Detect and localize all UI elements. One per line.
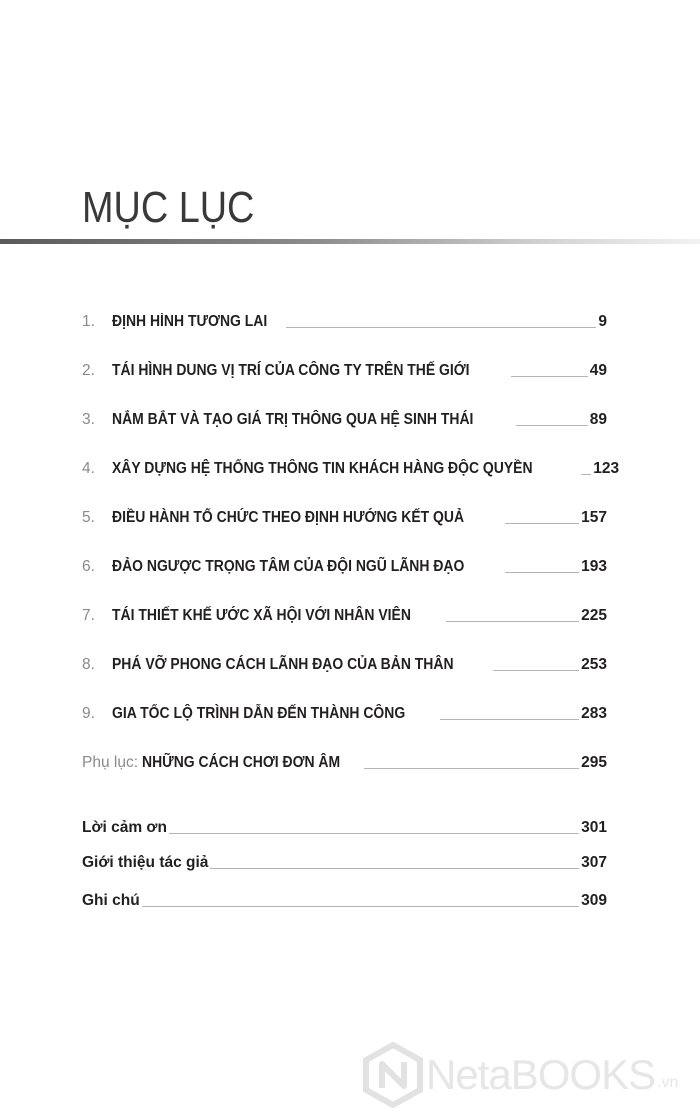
toc-title: NHỮNG CÁCH CHƠI ĐƠN ÂM bbox=[142, 754, 341, 771]
toc-entry-appendix[interactable] bbox=[82, 750, 607, 772]
title-rule bbox=[0, 239, 700, 244]
toc-page-number: 307 bbox=[581, 854, 607, 871]
toc-number: 8. bbox=[82, 656, 95, 673]
toc-title: XÂY DỰNG HỆ THỐNG THÔNG TIN KHÁCH HÀNG ĐỘC QUYỀN bbox=[112, 460, 533, 477]
toc-page-number: 49 bbox=[589, 362, 607, 379]
toc-number: 9. bbox=[82, 705, 95, 722]
toc-number: 1. bbox=[82, 313, 95, 330]
toc-page-number: 253 bbox=[581, 656, 607, 673]
page-title: MỤC LỤC bbox=[82, 183, 255, 232]
toc-number: 6. bbox=[82, 558, 95, 575]
toc-title: GIA TỐC LỘ TRÌNH DẪN ĐẾN THÀNH CÔNG bbox=[112, 705, 406, 722]
toc-entry-back-matter[interactable] bbox=[82, 850, 607, 872]
appendix-prefix: Phụ lục: bbox=[82, 754, 139, 771]
toc-title: PHÁ VỠ PHONG CÁCH LÃNH ĐẠO CỦA BẢN THÂN bbox=[112, 656, 454, 673]
toc-leader bbox=[364, 768, 579, 769]
toc-number: 2. bbox=[82, 362, 95, 379]
toc-title: Ghi chú bbox=[82, 892, 140, 909]
watermark-suffix: .vn bbox=[657, 1074, 679, 1091]
toc-page-number: 225 bbox=[581, 607, 607, 624]
toc-leader bbox=[505, 572, 579, 573]
toc-entry-back-matter[interactable] bbox=[82, 815, 607, 837]
toc-page-number: 283 bbox=[581, 705, 607, 722]
toc-leader bbox=[169, 833, 579, 834]
toc-page-number: 295 bbox=[581, 754, 607, 771]
toc-entry[interactable] bbox=[82, 505, 607, 527]
toc-page-number: 89 bbox=[589, 411, 607, 428]
toc-page-number: 123 bbox=[593, 460, 620, 477]
toc-title: NẮM BẮT VÀ TẠO GIÁ TRỊ THÔNG QUA HỆ SINH THÁI bbox=[112, 411, 474, 428]
toc-leader bbox=[505, 523, 579, 524]
toc-title: TÁI THIẾT KHẾ ƯỚC XÃ HỘI VỚI NHÂN VIÊN bbox=[112, 607, 411, 624]
toc-leader bbox=[516, 425, 588, 426]
neta-logo-icon bbox=[362, 1042, 424, 1108]
toc-page-number: 9 bbox=[598, 313, 607, 330]
toc-leader bbox=[493, 670, 579, 671]
toc-number: 4. bbox=[82, 460, 95, 477]
toc-entry[interactable] bbox=[82, 554, 607, 576]
toc-title: ĐIỀU HÀNH TỔ CHỨC THEO ĐỊNH HƯỚNG KẾT QUẢ bbox=[112, 509, 465, 526]
watermark-brand: NetaBOOKS bbox=[426, 1051, 656, 1098]
toc-leader bbox=[440, 719, 579, 720]
toc-title: Lời cảm ơn bbox=[82, 819, 167, 836]
toc-leader bbox=[210, 868, 579, 869]
toc-entry[interactable] bbox=[82, 652, 607, 674]
toc-entry[interactable] bbox=[82, 407, 607, 429]
toc-entry[interactable] bbox=[82, 701, 607, 723]
toc-entry[interactable] bbox=[82, 309, 607, 331]
toc-title: TÁI HÌNH DUNG VỊ TRÍ CỦA CÔNG TY TRÊN THẾ GIỚI bbox=[112, 362, 470, 379]
toc-leader bbox=[286, 327, 596, 328]
toc-leader bbox=[142, 906, 579, 907]
toc-title: ĐẢO NGƯỢC TRỌNG TÂM CỦA ĐỘI NGŨ LÃNH ĐẠO bbox=[112, 558, 465, 575]
toc-number: 3. bbox=[82, 411, 95, 428]
toc-entry[interactable] bbox=[82, 603, 607, 625]
toc-leader bbox=[446, 621, 579, 622]
toc-title: Giới thiệu tác giả bbox=[82, 854, 209, 871]
toc-entry-back-matter[interactable] bbox=[82, 888, 607, 910]
toc-leader bbox=[581, 474, 591, 475]
toc-number: 7. bbox=[82, 607, 95, 624]
toc-page-number: 157 bbox=[581, 509, 607, 526]
toc-leader bbox=[511, 376, 587, 377]
toc-page-number: 301 bbox=[581, 819, 607, 836]
toc-number: 5. bbox=[82, 509, 95, 526]
toc-entry[interactable] bbox=[82, 456, 620, 478]
toc-page-number: 193 bbox=[581, 558, 607, 575]
toc-page-number: 309 bbox=[581, 892, 607, 909]
toc-entry[interactable] bbox=[82, 358, 607, 380]
toc-title: ĐỊNH HÌNH TƯƠNG LAI bbox=[112, 313, 268, 330]
watermark bbox=[362, 1040, 682, 1110]
